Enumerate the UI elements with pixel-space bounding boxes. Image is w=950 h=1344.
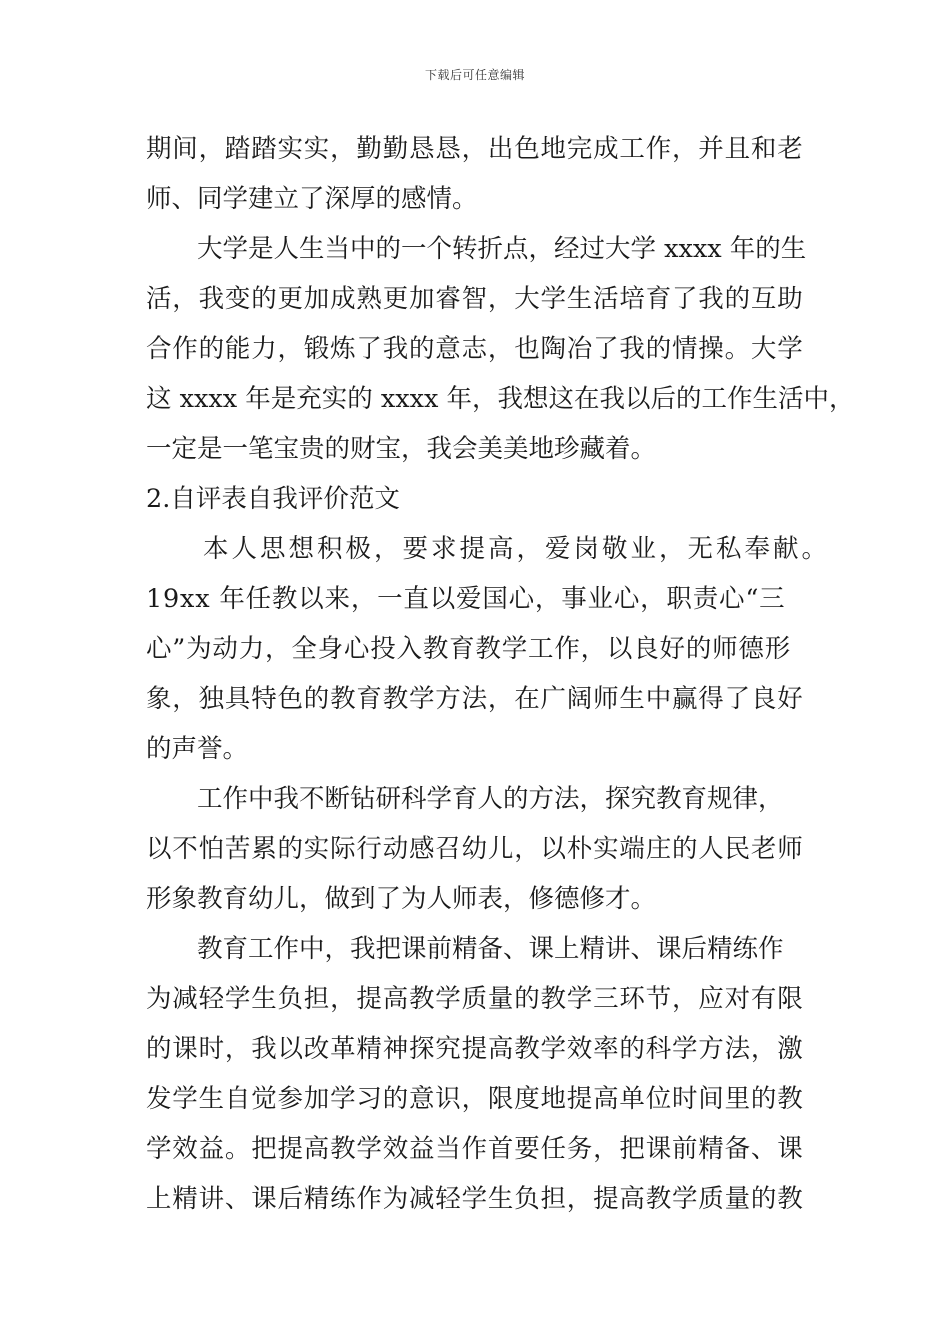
body-line: 象，独具特色的教育教学方法，在广阔师生中赢得了良好	[146, 684, 804, 714]
body-line: 心”为动力，全身心投入教育教学工作，以良好的师德形	[146, 634, 792, 664]
body-line: 19xx 年任教以来，一直以爱国心，事业心，职责心“三	[146, 584, 786, 614]
body-line: 的课时，我以改革精神探究提高教学效率的科学方法，激	[146, 1034, 804, 1064]
body-line: 的声誉。	[146, 734, 249, 764]
body-line: 合作的能力，锻炼了我的意志，也陶冶了我的情操。大学	[146, 334, 804, 364]
body-line: 为减轻学生负担，提高教学质量的教学三环节，应对有限	[146, 984, 804, 1014]
paragraph-start-line: 大学是人生当中的一个转折点，经过大学 xxxx 年的生	[197, 234, 807, 264]
body-line: 这 xxxx 年是充实的 xxxx 年，我想这在我以后的工作生活中，	[146, 384, 855, 414]
body-line: 期间，踏踏实实，勤勤恳恳，出色地完成工作，并且和老	[146, 134, 804, 164]
body-line: 以不怕苦累的实际行动感召幼儿，以朴实端庄的人民老师	[146, 834, 804, 864]
section-heading: 2.自评表自我评价范文	[146, 484, 400, 514]
header-note: 下载后可任意编辑	[424, 68, 525, 82]
paragraph-start-line: 本人思想积极，要求提高，爱岗敬业，无私奉献。	[203, 534, 831, 564]
body-line: 学效益。把提高教学效益当作首要任务，把课前精备、课	[146, 1134, 804, 1164]
document-body	[146, 124, 855, 1224]
body-line: 活，我变的更加成熟更加睿智，大学生活培育了我的互助	[146, 284, 804, 314]
body-line: 一定是一笔宝贵的财宝，我会美美地珍藏着。	[146, 434, 657, 464]
body-line: 师、同学建立了深厚的感情。	[146, 184, 478, 214]
body-line: 上精讲、课后精练作为减轻学生负担，提高教学质量的教	[146, 1184, 804, 1214]
paragraph-start-line: 工作中我不断钻研科学育人的方法，探究教育规律，	[197, 784, 784, 814]
body-line: 形象教育幼儿，做到了为人师表，修德修才。	[146, 884, 657, 914]
paragraph-start-line: 教育工作中，我把课前精备、课上精讲、课后精练作	[197, 934, 784, 964]
body-line: 发学生自觉参加学习的意识，限度地提高单位时间里的教	[146, 1084, 804, 1114]
